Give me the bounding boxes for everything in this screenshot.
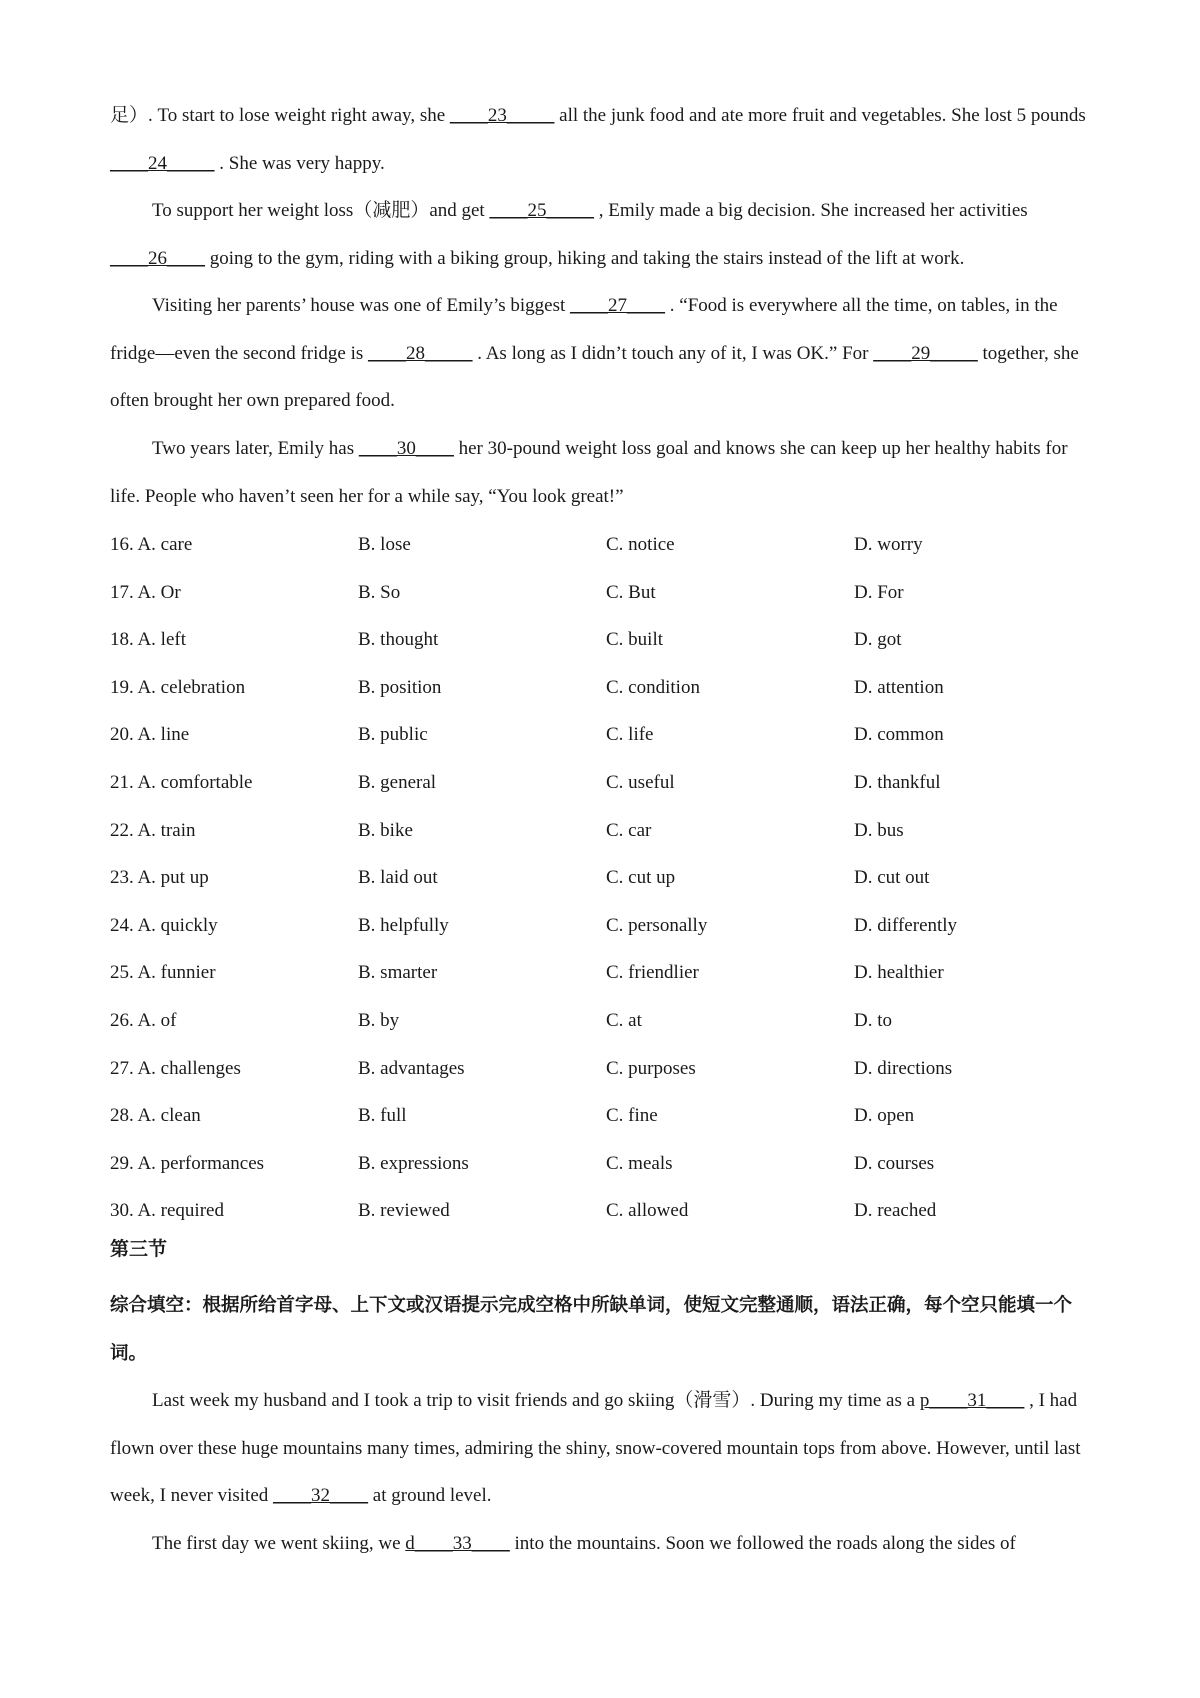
- option-a[interactable]: 16. A. care: [110, 534, 193, 555]
- option-c[interactable]: C. car: [606, 819, 652, 841]
- text: her 30-pound weight loss goal and knows she can keep up her healthy habits for life. People who haven’t seen her for a while say, “You look great!”: [110, 438, 1068, 507]
- option-d[interactable]: D. bus: [854, 819, 904, 841]
- text: Visiting her parents’ house was one of Emily’s biggest: [152, 295, 571, 316]
- blank-25[interactable]: ____25_____: [489, 200, 594, 221]
- option-c[interactable]: C. meals: [606, 1152, 673, 1174]
- question-row: [110, 759, 1100, 807]
- passage-paragraph-2: [110, 187, 1100, 282]
- passage-paragraph-1: [110, 92, 1100, 187]
- text: . “Food is everywhere all the time, on tables, in the fridge—even the second fridge is: [110, 295, 1058, 364]
- text: . As long as I didn’t touch any of it, I was OK.” For: [472, 342, 874, 364]
- option-b[interactable]: B. expressions: [358, 1152, 469, 1174]
- blank-33[interactable]: d____33____: [405, 1533, 510, 1554]
- option-b[interactable]: B. full: [358, 1105, 407, 1127]
- option-a[interactable]: 21. A. comfortable: [110, 771, 253, 793]
- option-a[interactable]: 27. A. challenges: [110, 1057, 241, 1079]
- question-row: [110, 902, 1100, 950]
- option-c[interactable]: C. condition: [606, 676, 700, 698]
- question-row: [110, 807, 1100, 855]
- option-b[interactable]: B. thought: [358, 629, 439, 651]
- answer-options: [110, 521, 1100, 1235]
- question-row: [110, 1045, 1100, 1093]
- option-a[interactable]: 26. A. of: [110, 1009, 177, 1031]
- question-row: [110, 997, 1100, 1045]
- text: 足）. To start to lose weight right away, she: [110, 105, 450, 126]
- blank-28[interactable]: ____28_____: [368, 342, 473, 364]
- option-d[interactable]: D. healthier: [854, 962, 944, 984]
- option-d[interactable]: D. worry: [854, 534, 923, 555]
- option-a[interactable]: 25. A. funnier: [110, 962, 216, 984]
- blank-30[interactable]: ____30____: [358, 438, 454, 459]
- text: at ground level.: [368, 1485, 492, 1506]
- option-b[interactable]: B. smarter: [358, 962, 438, 984]
- option-d[interactable]: D. got: [854, 629, 902, 651]
- text: , I had flown over these huge mountains many times, admiring the shiny, snow-covered mountain tops from above. However, until last week, I never visited: [110, 1390, 1081, 1506]
- text: Two years later, Emily has: [152, 438, 359, 459]
- option-d[interactable]: D. cut out: [854, 867, 930, 889]
- passage-paragraph-4: [110, 425, 1100, 520]
- option-c[interactable]: C. personally: [606, 914, 708, 936]
- option-d[interactable]: D. directions: [854, 1057, 953, 1079]
- text: . She was very happy.: [214, 152, 385, 174]
- option-d[interactable]: D. thankful: [854, 771, 941, 793]
- option-c[interactable]: C. fine: [606, 1105, 658, 1127]
- question-row: [110, 569, 1100, 617]
- option-d[interactable]: D. open: [854, 1105, 915, 1127]
- section3-paragraph-1: [110, 1377, 1100, 1520]
- section-heading: 第三节: [110, 1238, 168, 1260]
- text: all the junk food and ate more fruit and vegetables. She lost 5 pounds: [554, 105, 1086, 126]
- section-instruction: 综合填空：根据所给首字母、上下文或汉语提示完成空格中所缺单词，使短文完整通顺，语法正确，每个空只能填一个词。: [110, 1295, 1073, 1364]
- blank-27[interactable]: ____27____: [570, 295, 666, 316]
- option-b[interactable]: B. laid out: [358, 867, 438, 889]
- passage-paragraph-3: [110, 282, 1100, 425]
- option-b[interactable]: B. bike: [358, 819, 413, 841]
- option-a[interactable]: 24. A. quickly: [110, 914, 218, 936]
- question-row: [110, 711, 1100, 759]
- blank-24[interactable]: ____24_____: [110, 152, 215, 174]
- option-c[interactable]: C. But: [606, 581, 656, 603]
- question-row: [110, 1092, 1100, 1140]
- option-b[interactable]: B. public: [358, 724, 428, 746]
- question-row: [110, 1140, 1100, 1188]
- option-a[interactable]: 20. A. line: [110, 724, 190, 746]
- option-a[interactable]: 22. A. train: [110, 819, 196, 841]
- text: together, she often brought her own prepared food.: [110, 342, 1079, 411]
- option-c[interactable]: C. friendlier: [606, 962, 699, 984]
- section3-paragraph-2: [110, 1520, 1100, 1568]
- option-d[interactable]: D. For: [854, 581, 904, 603]
- option-b[interactable]: B. position: [358, 676, 442, 698]
- option-c[interactable]: C. purposes: [606, 1057, 696, 1079]
- question-row: [110, 521, 1100, 569]
- question-row: [110, 854, 1100, 902]
- option-c[interactable]: C. useful: [606, 771, 675, 793]
- option-a[interactable]: 23. A. put up: [110, 867, 209, 889]
- question-row: [110, 1187, 1100, 1235]
- option-d[interactable]: D. common: [854, 724, 944, 746]
- option-c[interactable]: C. notice: [606, 534, 675, 555]
- option-d[interactable]: D. reached: [854, 1200, 937, 1222]
- option-b[interactable]: B. reviewed: [358, 1200, 450, 1222]
- option-a[interactable]: 30. A. required: [110, 1200, 224, 1222]
- option-b[interactable]: B. helpfully: [358, 914, 449, 936]
- option-c[interactable]: C. built: [606, 629, 664, 651]
- option-b[interactable]: B. general: [358, 771, 437, 793]
- text: Last week my husband and I took a trip to visit friends and go skiing（滑雪）. During my time as a: [152, 1390, 920, 1411]
- option-c[interactable]: C. life: [606, 724, 654, 746]
- blank-31[interactable]: p____31____: [919, 1390, 1025, 1411]
- text: , Emily made a big decision. She increased her activities: [593, 200, 1028, 221]
- text: The first day we went skiing, we: [152, 1533, 406, 1554]
- option-d[interactable]: D. attention: [854, 676, 944, 698]
- option-b[interactable]: B. So: [358, 581, 401, 603]
- option-b[interactable]: B. advantages: [358, 1057, 465, 1079]
- question-row: [110, 664, 1100, 712]
- text: into the mountains. Soon we followed the roads along the sides of: [509, 1533, 1016, 1554]
- text: going to the gym, riding with a biking group, hiking and taking the stairs instead of the lift at work.: [205, 247, 965, 269]
- blank-29[interactable]: ____29_____: [873, 342, 978, 364]
- option-a[interactable]: 17. A. Or: [110, 581, 181, 603]
- option-a[interactable]: 18. A. left: [110, 629, 186, 651]
- text: To support her weight loss（减肥）and get: [152, 200, 490, 221]
- question-row: [110, 616, 1100, 664]
- blank-26[interactable]: ____26____: [110, 247, 205, 269]
- option-a[interactable]: 28. A. clean: [110, 1105, 201, 1127]
- option-a[interactable]: 29. A. performances: [110, 1152, 265, 1174]
- option-c[interactable]: C. allowed: [606, 1200, 689, 1222]
- option-d[interactable]: D. courses: [854, 1152, 935, 1174]
- blank-23[interactable]: ____23_____: [449, 105, 555, 126]
- option-b[interactable]: B. by: [358, 1009, 400, 1031]
- option-d[interactable]: D. to: [854, 1009, 892, 1031]
- blank-32[interactable]: ____32____: [273, 1485, 369, 1506]
- option-c[interactable]: C. cut up: [606, 867, 676, 889]
- question-row: [110, 949, 1100, 997]
- option-c[interactable]: C. at: [606, 1009, 642, 1031]
- option-b[interactable]: B. lose: [358, 534, 411, 555]
- option-a[interactable]: 19. A. celebration: [110, 676, 246, 698]
- option-d[interactable]: D. differently: [854, 914, 958, 936]
